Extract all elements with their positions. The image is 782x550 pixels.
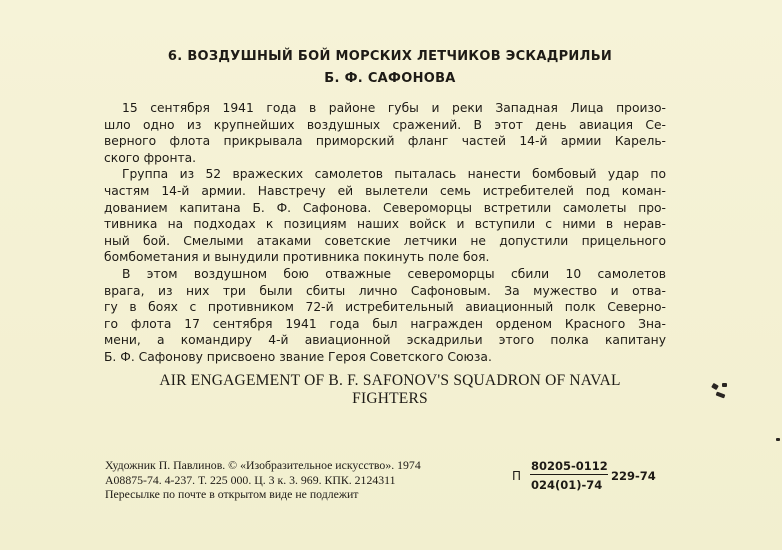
body-line: Группа из 52 вражеских самолетов пыталась нанести бомбовый удар по <box>122 167 666 182</box>
body-line: врага, из них три были сбиты лично Сафоновым. За мужество и отва- <box>104 283 666 298</box>
english-title-line-1: AIR ENGAGEMENT OF B. F. SAFONOV'S SQUADRON OF NAVAL <box>159 372 621 389</box>
ink-speck <box>711 383 719 390</box>
english-title <box>120 372 660 408</box>
catalog-index <box>510 459 670 495</box>
index-code: 229-74 <box>611 469 656 483</box>
body-line: го флота 17 сентября 1941 года был награжден орденом Красного Зна- <box>104 316 666 331</box>
imprint-line-3: Пересылке по почте в открытом виде не подлежит <box>105 487 359 501</box>
imprint-line-2: А08875-74. 4-237. Т. 225 000. Ц. 3 к. 3. 969. КПК. 2124311 <box>105 472 396 487</box>
body-line: В этом воздушном бою отважные североморцы сбили 10 самолетов <box>122 266 666 281</box>
ink-speck <box>716 392 726 399</box>
body-line: шло одно из крупнейших воздушных сражений. В этот день авиация Се- <box>104 117 666 132</box>
body-line: дованием капитана Б. Ф. Сафонова. Североморцы встретили самолеты про- <box>104 200 666 215</box>
index-numerator: 80205-0112 <box>531 459 608 473</box>
body-line: гу в боях с противником 72-й истребительный авиационный полк Северно- <box>104 300 666 315</box>
heading-line-1: 6. ВОЗДУШНЫЙ БОЙ МОРСКИХ ЛЕТЧИКОВ ЭСКАДРИЛЬИ <box>167 49 613 64</box>
body-line: мени, а командиру 4-й авиационной эскадрильи этого полка капитану <box>104 333 666 348</box>
body-line: верного флота прикрывала приморский фланг частей 14-й армии Карель- <box>104 134 666 149</box>
index-denominator: 024(01)-74 <box>531 478 603 492</box>
section-heading <box>150 46 630 90</box>
body-line: ского фронта. <box>104 150 197 165</box>
ink-speck <box>776 438 780 441</box>
body-line: частям 14-й армии. Навстречу ей вылетели семь истребителей под коман- <box>104 183 666 198</box>
body-line: Б. Ф. Сафонову присвоено звание Героя Советского Союза. <box>104 349 492 364</box>
index-letter: П <box>512 469 522 483</box>
imprint-line-1: Художник П. Павлинов. © «Изобразительное искусство». 1974 <box>105 458 421 472</box>
heading-line-2: Б. Ф. САФОНОВА <box>324 71 456 86</box>
english-title-line-2: FIGHTERS <box>352 390 428 407</box>
publisher-imprint <box>105 458 505 502</box>
body-line: тивника на подходах к позициям наших войск и вступили с ними в нерав- <box>104 217 666 232</box>
index-fraction-rule <box>530 474 608 475</box>
body-text <box>104 100 666 366</box>
body-line: ный бой. Смелыми атаками советские летчики не допустили прицельного <box>104 233 666 248</box>
body-line: бомбометания и вынудили противника покинуть поле боя. <box>104 250 490 265</box>
body-line: 15 сентября 1941 года в районе губы и реки Западная Лица произо- <box>122 101 666 115</box>
ink-speck <box>722 383 727 387</box>
